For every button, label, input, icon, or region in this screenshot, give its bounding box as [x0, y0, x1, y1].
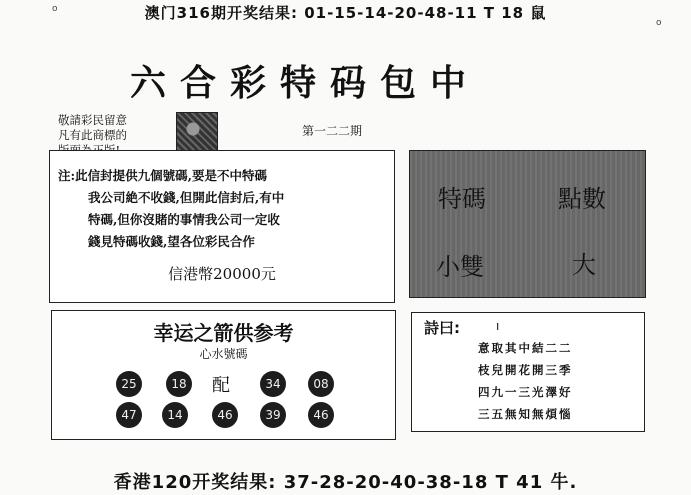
speck-mark: o	[656, 18, 662, 28]
brand-logo	[176, 112, 218, 154]
poem-line: 三五無知無煩惱	[478, 407, 573, 421]
promise-box	[49, 150, 395, 303]
number-ball: 34	[260, 371, 286, 397]
hongkong-result-line: 香港120开奖结果: 37-28-20-40-38-18 T 41 牛.	[113, 472, 578, 493]
special-code-label: 特碼	[438, 185, 486, 213]
poem-box	[411, 312, 645, 432]
poem-mark: ı	[496, 319, 500, 333]
number-ball: 25	[116, 371, 142, 397]
poem-label: 詩曰:	[424, 319, 460, 337]
notice-line: 敬請彩民留意	[58, 113, 127, 127]
notice-line: 凡有此商標的	[58, 128, 127, 142]
promise-line: 錢見特碼收錢,望各位彩民合作	[88, 234, 255, 249]
lucky-arrow-subtitle: 心水號碼	[199, 347, 248, 361]
points-label: 點數	[558, 185, 606, 213]
promise-text	[58, 165, 284, 253]
lucky-arrow-title: 幸运之箭供参考	[153, 321, 294, 345]
poem-lines	[478, 337, 573, 425]
number-ball: 47	[116, 402, 142, 428]
poem-line: 四九一三光澤好	[478, 385, 573, 399]
number-ball: 18	[166, 371, 192, 397]
special-code-box	[409, 150, 646, 298]
pair-label: 配	[212, 375, 230, 396]
number-ball: 46	[308, 402, 334, 428]
promise-line: 注:此信封提供九個號碼,要是不中特碼	[58, 168, 267, 183]
promise-line: 特碼,但你沒賭的事情我公司一定收	[88, 212, 280, 227]
number-ball: 39	[260, 402, 286, 428]
page-title: 六合彩特码包中	[130, 62, 481, 104]
macau-result-line: 澳门316期开奖结果: 01-15-14-20-48-11 T 18 鼠	[144, 4, 547, 22]
number-ball: 46	[212, 402, 238, 428]
speck-mark: o	[52, 4, 58, 14]
number-ball: 08	[308, 371, 334, 397]
poem-line: 枝兒開花開三季	[478, 363, 573, 377]
number-ball: 14	[162, 402, 188, 428]
deposit-amount: 信港幣20000元	[168, 265, 276, 283]
lucky-arrow-box	[51, 310, 396, 440]
poem-line: 意取其中結二二	[478, 341, 573, 355]
big-value: 大	[572, 251, 596, 279]
small-even-value: 小雙	[436, 253, 484, 281]
issue-number: 第一二二期	[302, 124, 363, 138]
promise-line: 我公司絶不收錢,但開此信封后,有中	[88, 190, 285, 205]
